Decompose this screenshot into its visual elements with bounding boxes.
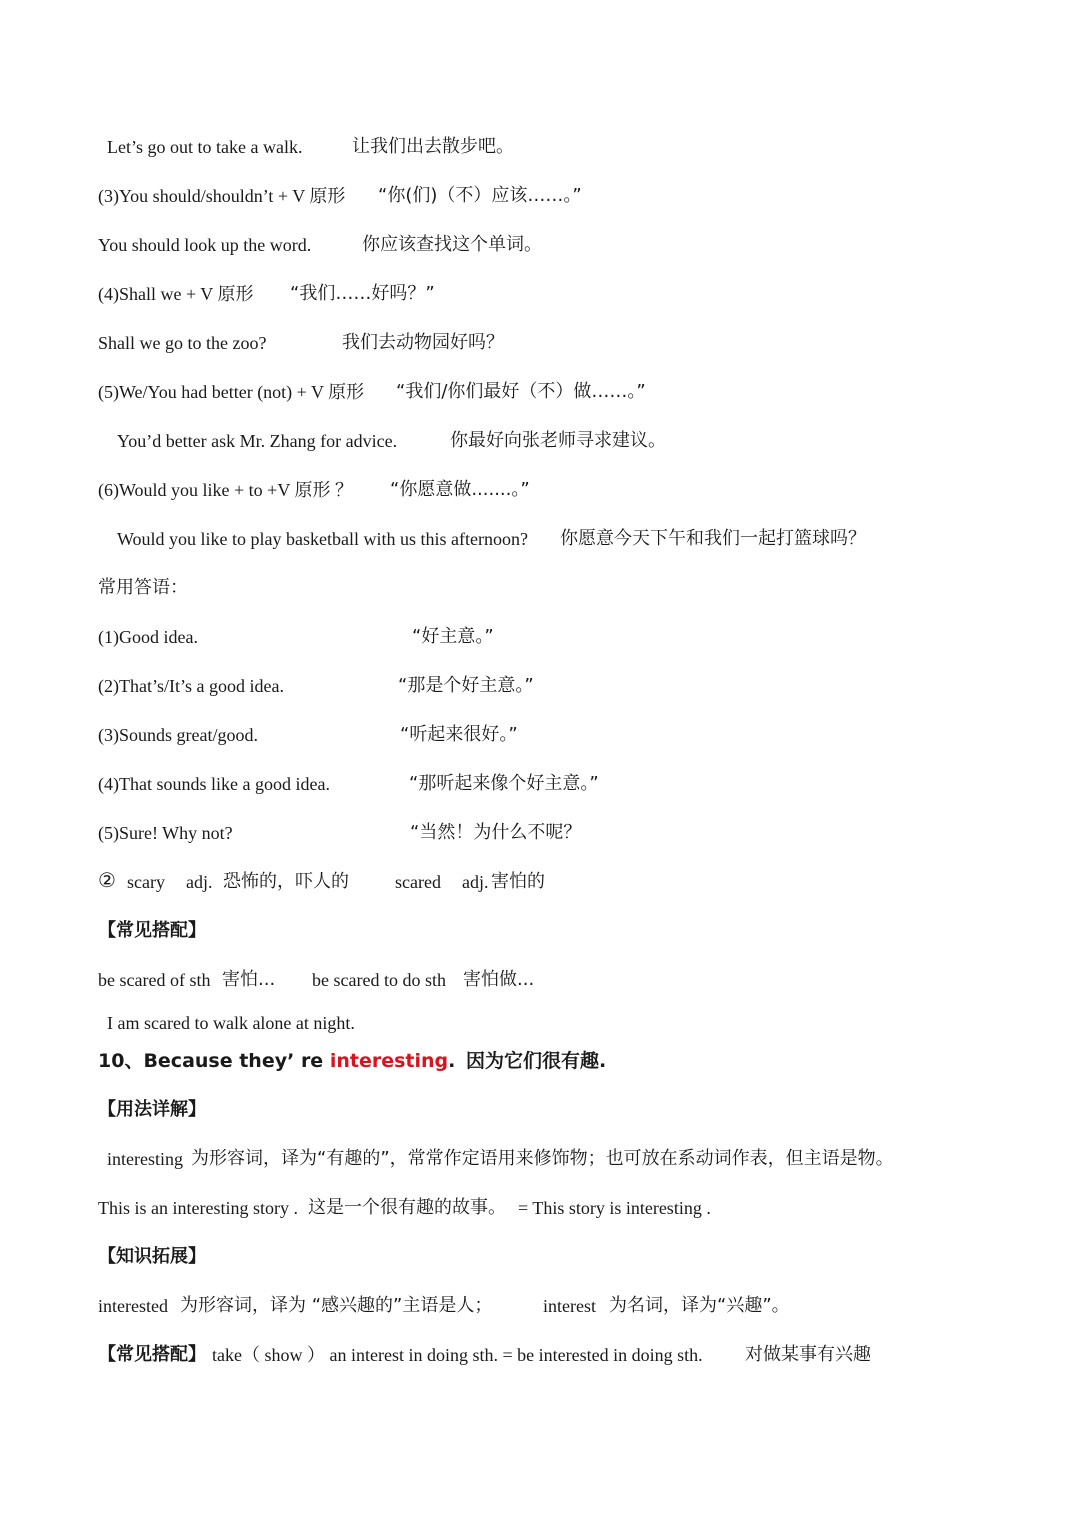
english-text: You’d better ask Mr. Zhang for advice. [117, 431, 398, 451]
english-text: interest [543, 1296, 596, 1316]
english-text: take（ show ） an interest in doing sth. = be interested in doing sth. [212, 1345, 703, 1365]
english-text: (6)Would you like + to +V 原形 ？ [98, 480, 354, 500]
english-text: interested [98, 1296, 168, 1316]
english-text: (4)That sounds like a good idea. [98, 774, 330, 794]
part-of-speech: adj. [186, 872, 213, 892]
english-text: (4)Shall we + V 原形 [98, 284, 254, 304]
chinese-text: 你愿意今天下午和我们一起打篮球吗？ [560, 528, 866, 549]
chinese-text: “我们/你们最好（不）做……。” [396, 381, 646, 402]
english-text: Shall we go to the zoo? [98, 333, 267, 353]
chinese-text: “听起来很好。” [400, 724, 518, 745]
chinese-text: 让我们出去散步吧。 [352, 136, 514, 157]
english-text: You should look up the word. [98, 235, 312, 255]
chinese-text: “那是个好主意。” [398, 675, 534, 696]
chinese-text: 害怕做... [463, 969, 535, 990]
english-text: (5)We/You had better (not) + V 原形 [98, 382, 365, 402]
english-text: be scared of sth [98, 970, 211, 990]
vocab-word: scared [395, 872, 441, 892]
chinese-text: 你应该查找这个单词。 [362, 234, 542, 255]
chinese-text: “好主意。” [412, 626, 494, 647]
english-text: Would you like to play basketball with us this afternoon? [117, 529, 528, 549]
english-text: be scared to do sth [312, 970, 446, 990]
chinese-text: 对做某事有兴趣 [745, 1344, 871, 1365]
vocab-meaning: 害怕的 [491, 871, 545, 892]
english-text: Let’s go out to take a walk. [107, 137, 303, 157]
vocab-word: scary [127, 872, 165, 892]
english-text: = This story is interesting . [518, 1198, 711, 1218]
chinese-text: “当然！为什么不呢？ [410, 822, 582, 843]
chinese-text: “你(们)（不）应该……。” [378, 185, 582, 206]
english-text: (1)Good idea. [98, 627, 198, 647]
chinese-text: 这是一个很有趣的故事。 [308, 1197, 506, 1218]
chinese-text: “你愿意做.......。” [390, 479, 530, 500]
chinese-text: 为名词，译为“兴趣”。 [609, 1295, 790, 1316]
english-text: (3)Sounds great/good. [98, 725, 258, 745]
title-suffix: . [448, 1050, 456, 1072]
title-highlight: interesting [329, 1050, 449, 1072]
chinese-text: “那听起来像个好主意。” [409, 773, 599, 794]
title-translation: 因为它们很有趣. [466, 1050, 607, 1072]
chinese-text: “我们……好吗？” [290, 283, 435, 304]
chinese-text: 我们去动物园好吗？ [342, 332, 504, 353]
part-of-speech: adj. [462, 872, 489, 892]
english-text: (3)You should/shouldn’t + V 原形 [98, 186, 346, 206]
chinese-text: 害怕... [222, 969, 276, 990]
chinese-text: 为形容词，译为 “感兴趣的”主语是人； [180, 1295, 493, 1316]
circled-number: ② [98, 868, 116, 892]
collocation-label: 【常见搭配】 [98, 1344, 206, 1365]
title-prefix: 10、Because they’ re [98, 1050, 330, 1072]
chinese-text: 你最好向张老师寻求建议。 [450, 430, 666, 451]
chinese-text: 为形容词，译为“有趣的”，常常作定语用来修饰物；也可放在系动词作表，但主语是物。 [191, 1148, 894, 1169]
english-text: interesting [107, 1149, 183, 1169]
english-text: This is an interesting story . [98, 1198, 298, 1218]
english-text: I am scared to walk alone at night. [107, 1013, 355, 1033]
vocab-meaning: 恐怖的，吓人的 [223, 871, 349, 892]
english-text: (5)Sure! Why not? [98, 823, 233, 843]
english-text: (2)That’s/It’s a good idea. [98, 676, 284, 696]
